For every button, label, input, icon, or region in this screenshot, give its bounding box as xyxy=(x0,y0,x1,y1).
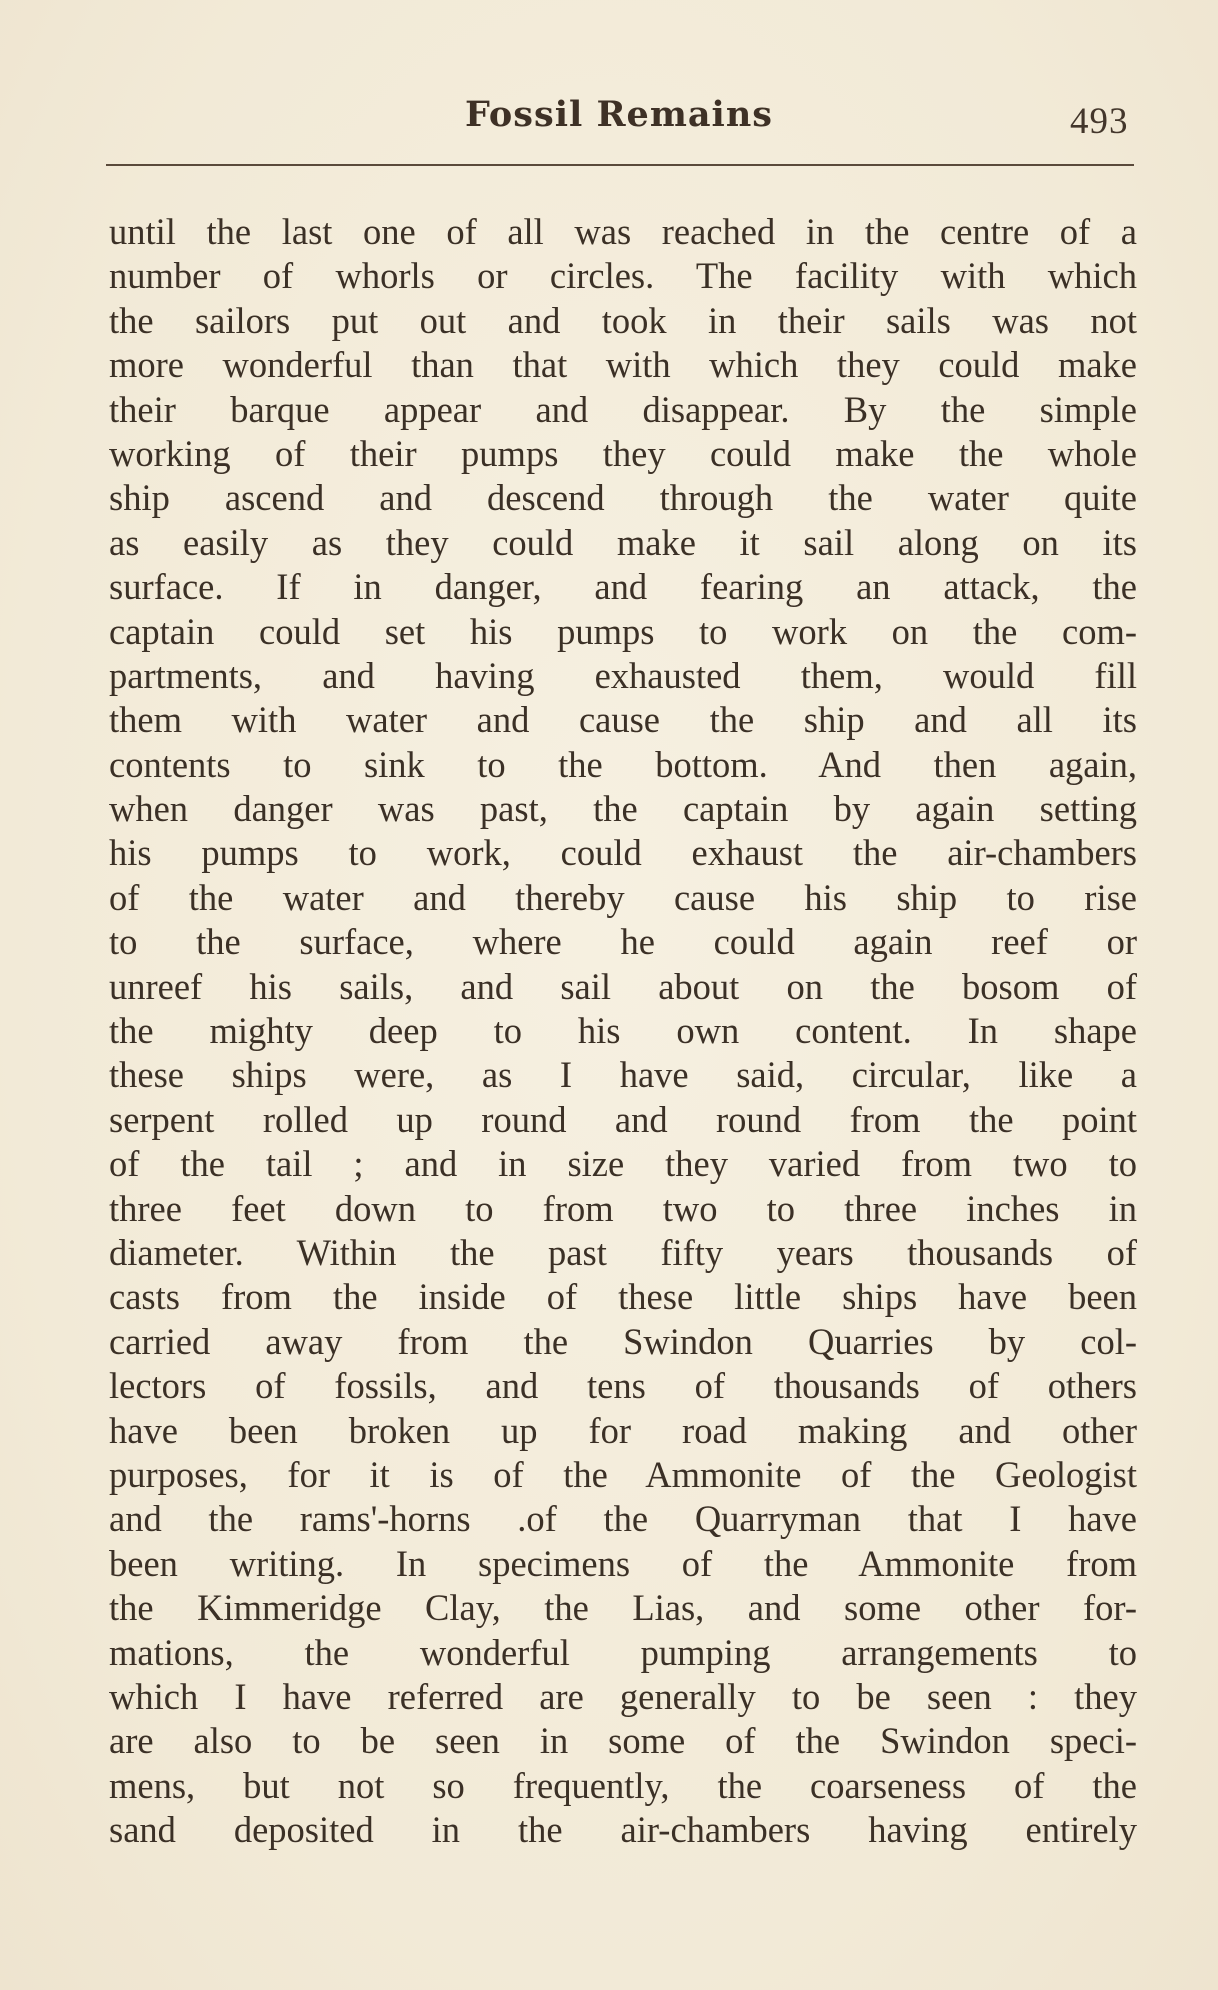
text-line: them with water and cause the ship and all its xyxy=(109,699,1137,741)
text-line: when danger was past, the captain by again setting xyxy=(109,788,1137,830)
text-line: the sailors put out and took in their sails was not xyxy=(109,299,1137,341)
text-line: serpent rolled up round and round from the point xyxy=(109,1098,1137,1140)
text-line: purposes, for it is of the Ammonite of the Geologist xyxy=(109,1453,1137,1495)
text-line: to the surface, where he could again reef or xyxy=(109,921,1137,963)
text-line: the mighty deep to his own content. In shape xyxy=(109,1010,1137,1052)
body-text xyxy=(109,210,1137,1852)
text-line: their barque appear and disappear. By the simple xyxy=(109,388,1137,430)
text-line: have been broken up for road making and other xyxy=(109,1409,1137,1451)
text-line: sand deposited in the air-chambers having entirely xyxy=(109,1809,1137,1851)
header-rule xyxy=(106,164,1134,166)
running-head xyxy=(0,88,1218,148)
text-line: and the rams'-horns .of the Quarryman that I have xyxy=(109,1498,1137,1540)
text-line: diameter. Within the past fifty years thousands of xyxy=(109,1231,1137,1273)
text-line: the Kimmeridge Clay, the Lias, and some other for- xyxy=(109,1587,1137,1629)
text-line: contents to sink to the bottom. And then again, xyxy=(109,743,1137,785)
text-line: partments, and having exhausted them, would fill xyxy=(109,654,1137,696)
text-line: lectors of fossils, and tens of thousands of others xyxy=(109,1365,1137,1407)
text-line: these ships were, as I have said, circular, like a xyxy=(109,1054,1137,1096)
text-line: mations, the wonderful pumping arrangements to xyxy=(109,1631,1137,1673)
text-line: unreef his sails, and sail about on the bosom of xyxy=(109,965,1137,1007)
text-line: his pumps to work, could exhaust the air-chambers xyxy=(109,832,1137,874)
text-line: are also to be seen in some of the Swindon speci- xyxy=(109,1720,1137,1762)
text-line: of the tail ; and in size they varied from two to xyxy=(109,1143,1137,1185)
text-line: of the water and thereby cause his ship to rise xyxy=(109,876,1137,918)
text-line: which I have referred are generally to be seen : they xyxy=(109,1675,1137,1717)
text-line: three feet down to from two to three inches in xyxy=(109,1187,1137,1229)
text-line: been writing. In specimens of the Ammonite from xyxy=(109,1542,1137,1584)
text-line: surface. If in danger, and fearing an attack, the xyxy=(109,566,1137,608)
text-line: more wonderful than that with which they could make xyxy=(109,344,1137,386)
text-line: as easily as they could make it sail along on its xyxy=(109,521,1137,563)
text-line: captain could set his pumps to work on the com- xyxy=(109,610,1137,652)
text-line: mens, but not so frequently, the coarseness of the xyxy=(109,1764,1137,1806)
running-title: Fossil Remains xyxy=(465,94,773,135)
text-line: carried away from the Swindon Quarries by col- xyxy=(109,1320,1137,1362)
text-line: working of their pumps they could make the whole xyxy=(109,432,1137,474)
text-line: number of whorls or circles. The facility with which xyxy=(109,255,1137,297)
text-line: casts from the inside of these little ships have been xyxy=(109,1276,1137,1318)
page-number: 493 xyxy=(1070,101,1129,142)
text-line: until the last one of all was reached in the centre of a xyxy=(109,211,1137,252)
text-line: ship ascend and descend through the water quite xyxy=(109,477,1137,519)
